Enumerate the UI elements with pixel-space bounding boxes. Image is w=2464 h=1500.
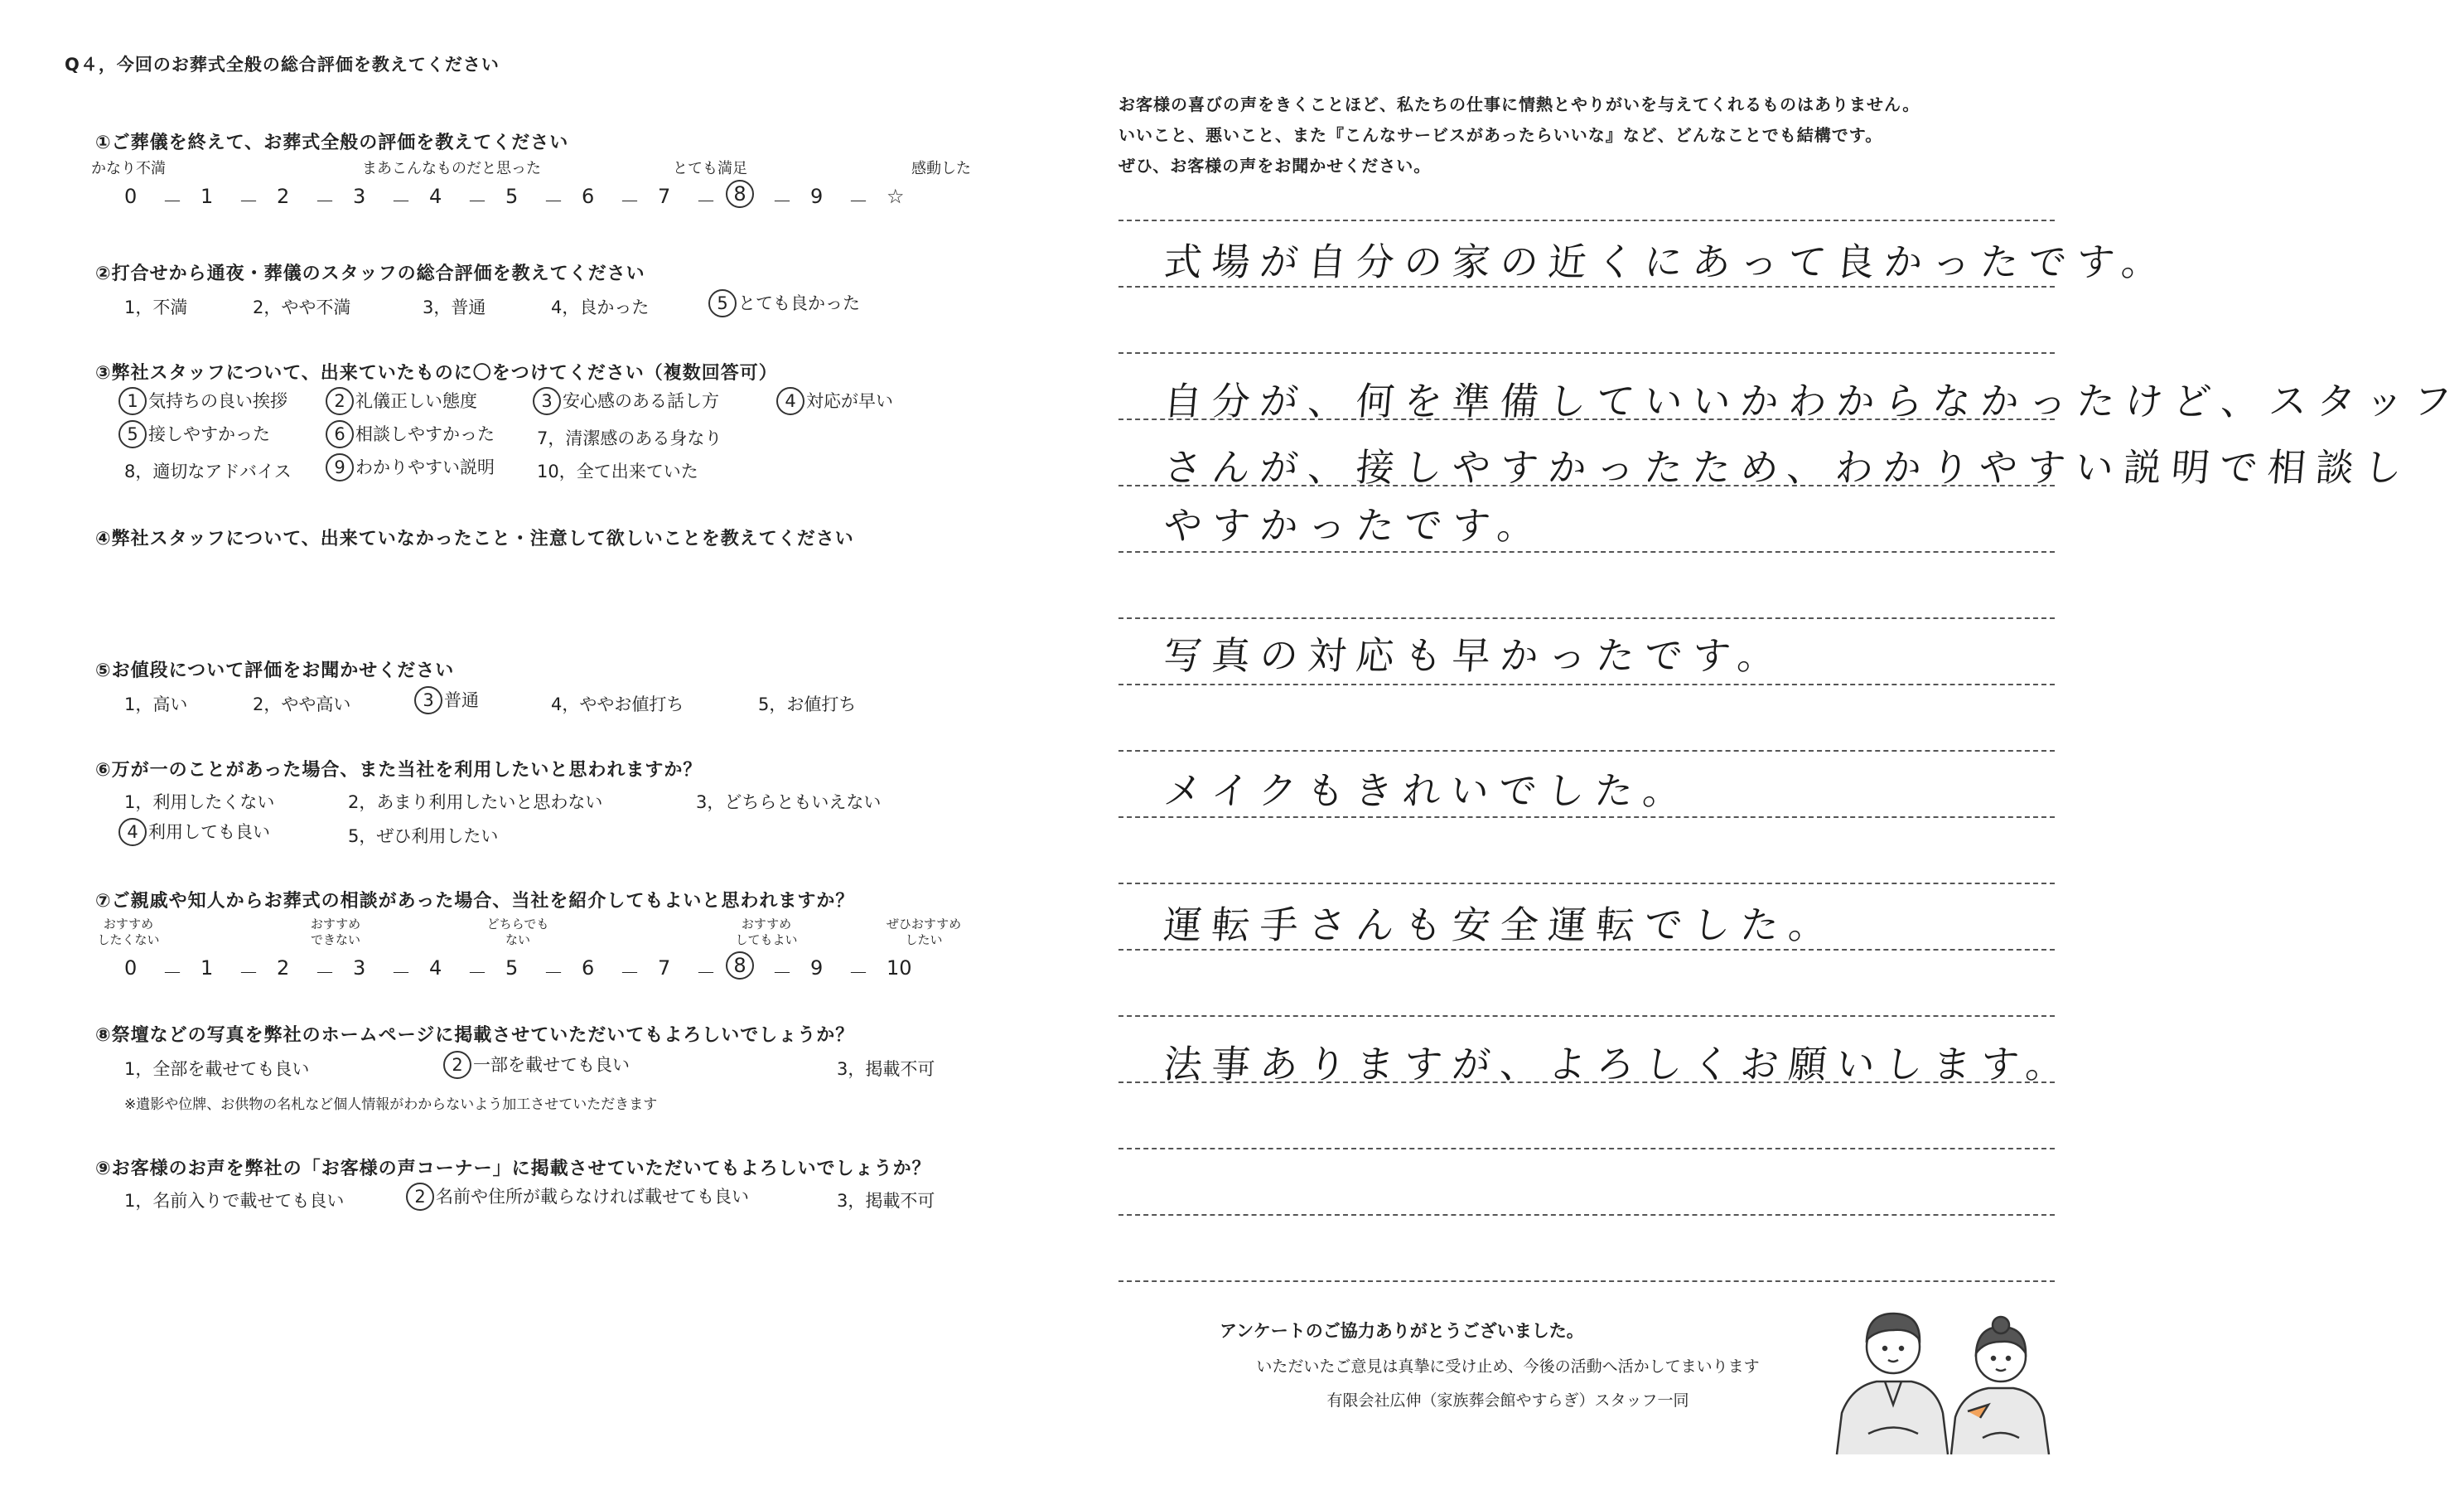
selection-circle: 4	[776, 387, 804, 415]
option-label: 接しやすかった	[148, 424, 270, 444]
scale-value: 10	[887, 956, 912, 980]
selection-circle: 3	[414, 686, 442, 714]
scale-separator: －	[544, 190, 563, 213]
scale-value-selected: 8	[726, 951, 754, 980]
option: 1，利用したくない	[124, 792, 275, 812]
scale-label: おすすめ できない	[310, 917, 361, 947]
option: 3，どちらともいえない	[696, 792, 882, 812]
handwritten-comment: 運転手さんも安全運転でした。	[1162, 902, 1839, 947]
scale-value: 5	[505, 956, 519, 980]
scale-value: 9	[810, 185, 824, 208]
intro-line: ぜひ、お客様の声をお聞かせください。	[1118, 156, 1432, 176]
scale-separator: －	[467, 961, 487, 985]
scale-value: 0	[124, 956, 138, 980]
scale-label: とても満足	[673, 160, 747, 177]
question-4-heading: ④弊社スタッフについて、出来ていなかったこと・注意して欲しいことを教えてください	[95, 529, 854, 549]
option: 3，普通	[423, 298, 486, 317]
scale-value: 2	[277, 956, 290, 980]
option-selected	[406, 1183, 749, 1211]
scale-separator: －	[620, 961, 640, 985]
option-selected	[118, 420, 270, 448]
scale-value: 3	[353, 956, 366, 980]
scale-separator: －	[239, 190, 258, 213]
option: 4，ややお値打ち	[551, 694, 684, 714]
question-3-heading: ③弊社スタッフについて、出来ていたものに〇をつけてください（複数回答可）	[95, 363, 778, 384]
option-selected	[118, 387, 287, 415]
option: 3，掲載不可	[837, 1059, 935, 1079]
question-9-heading: ⑨お客様のお声を弊社の「お客様の声コーナー」に掲載させていただいてもよろしいでしょうか？	[95, 1159, 931, 1179]
question-1-scale	[95, 180, 1048, 213]
option-label: 利用しても良い	[148, 822, 270, 842]
option: 3，掲載不可	[837, 1191, 935, 1211]
scale-value: 0	[124, 185, 138, 208]
scale-value: 6	[582, 185, 595, 208]
question-5-heading: ⑤お値段について評価をお聞かせください	[95, 660, 455, 681]
selection-circle: 6	[326, 420, 354, 448]
scale-separator: －	[315, 190, 335, 213]
privacy-note: ※遺影や位牌、お供物の名札など個人情報がわからないよう加工させていただきます	[124, 1096, 658, 1113]
option-selected	[443, 1051, 630, 1079]
handwritten-comment: 自分が、何を準備していいかわからなかったけど、スタッフ	[1162, 379, 2464, 423]
ruled-line	[1118, 1214, 2055, 1216]
scale-label: かなり不満	[91, 160, 166, 177]
option-selected	[708, 289, 860, 317]
selection-circle: 2	[326, 387, 354, 415]
scale-separator: －	[848, 190, 868, 213]
question-8	[95, 1021, 1048, 1113]
question-2	[95, 259, 1048, 317]
selection-circle: 2	[406, 1183, 434, 1211]
scale-value: 3	[353, 185, 366, 208]
scale-separator: －	[772, 190, 792, 213]
scale-value: 4	[429, 956, 442, 980]
option: 2，やや不満	[253, 298, 351, 317]
intro-text	[1118, 90, 2055, 181]
scale-value: 9	[810, 956, 824, 980]
ruled-line	[1118, 551, 2055, 553]
thanks-block	[1210, 1318, 1806, 1410]
handwritten-comment: 写真の対応も早かったです。	[1162, 633, 1788, 678]
ruled-line	[1118, 883, 2055, 884]
scale-separator: －	[848, 961, 868, 985]
scale-value: 2	[277, 185, 290, 208]
option-label: 礼儀正しい態度	[355, 391, 477, 411]
scale-label: 感動した	[911, 160, 971, 177]
option-label: 相談しやすかった	[355, 424, 495, 444]
scale-separator: －	[620, 190, 640, 213]
option-label: 気持ちの良い挨拶	[148, 391, 287, 411]
option-label: 名前や住所が載らなければ載せても良い	[436, 1187, 749, 1207]
question-1	[91, 128, 1048, 213]
selection-circle: 3	[533, 387, 561, 415]
option-selected	[533, 387, 719, 415]
question-5	[95, 656, 1048, 714]
intro-line: いいこと、悪いこと、また『こんなサービスがあったらいいな』など、どんなことでも結構です。	[1118, 125, 1883, 145]
section-title: Q４，今回のお葬式全般の総合評価を教えてください	[65, 55, 500, 75]
ruled-line	[1118, 816, 2055, 818]
question-1-scale-labels	[91, 157, 1048, 180]
option: 1，不満	[124, 298, 188, 317]
staff-illustration	[1819, 1289, 2059, 1454]
option-label: わかりやすい説明	[355, 457, 495, 477]
selection-circle: 2	[443, 1051, 471, 1079]
question-3	[95, 359, 1048, 481]
thanks-heading: アンケートのご協力ありがとうございました。	[1220, 1321, 1584, 1341]
scale-separator: －	[391, 961, 411, 985]
company-signature: 有限会社広伸（家族葬会館やすらぎ）スタッフ一同	[1326, 1391, 1689, 1410]
scale-separator: －	[467, 190, 487, 213]
option-label: 対応が早い	[806, 391, 893, 411]
scale-value: 5	[505, 185, 519, 208]
option-selected	[118, 818, 270, 846]
thanks-message: いただいたご意見は真摯に受け止め、今後の活動へ活かしてまいります	[1256, 1357, 1760, 1376]
scale-separator: －	[696, 190, 716, 213]
scale-separator: －	[544, 961, 563, 985]
comments-section	[1118, 90, 2055, 181]
scale-separator: －	[696, 961, 716, 985]
ruled-line	[1118, 352, 2055, 354]
handwritten-comment: 法事ありますが、よろしくお願いします。	[1162, 1042, 2076, 1086]
selection-circle: 4	[118, 818, 147, 846]
intro-line: お客様の喜びの声をきくことほど、私たちの仕事に情熱とやりがいを与えてくれるものはありません。	[1118, 94, 1920, 114]
ruled-line	[1118, 220, 2055, 221]
scale-label: おすすめ してもよい	[735, 917, 798, 947]
scale-separator: －	[162, 190, 182, 213]
scale-separator: －	[162, 961, 182, 985]
question-7-heading: ⑦ご親戚や知人からお葬式の相談があった場合、当社を紹介してもよいと思われますか？	[95, 891, 855, 912]
option: 10，全て出来ていた	[537, 462, 698, 481]
scale-value: 1	[201, 185, 214, 208]
questionnaire-left	[58, 51, 1036, 109]
selection-circle: 1	[118, 387, 147, 415]
scale-label: ぜひおすすめ したい	[886, 917, 962, 947]
option: 5，ぜひ利用したい	[348, 826, 499, 846]
question-7-scale	[95, 951, 1048, 985]
scale-label: まあこんなものだと思った	[362, 160, 541, 177]
scale-value-selected: 8	[726, 180, 754, 208]
handwritten-comment: 式場が自分の家の近くにあって良かったです。	[1162, 240, 2172, 284]
option-label: 普通	[444, 690, 479, 710]
option: 4，良かった	[551, 298, 650, 317]
ruled-line	[1118, 750, 2055, 752]
selection-circle: 5	[708, 289, 737, 317]
option: 1，全部を載せても良い	[124, 1059, 310, 1079]
scale-label: おすすめ したくない	[97, 917, 160, 947]
scale-label: どちらでも ない	[486, 917, 549, 947]
question-9	[95, 1154, 1048, 1211]
option-selected	[326, 420, 495, 448]
option-label: 一部を載せても良い	[473, 1055, 630, 1075]
question-2-heading: ②打合せから通夜・葬儀のスタッフの総合評価を教えてください	[95, 264, 645, 284]
option: 2，やや高い	[253, 694, 351, 714]
option: 1，高い	[124, 694, 188, 714]
female-staff-figure	[1951, 1317, 2049, 1454]
male-staff-figure	[1837, 1314, 1948, 1454]
scale-separator: －	[239, 961, 258, 985]
scale-value: 7	[658, 956, 671, 980]
question-6	[95, 756, 1048, 846]
option: 5，お値打ち	[758, 694, 857, 714]
ruled-line	[1118, 1280, 2055, 1282]
question-7	[95, 887, 1048, 985]
question-7-scale-labels	[95, 915, 1048, 951]
scale-value: 6	[582, 956, 595, 980]
handwritten-comment: メイクもきれいでした。	[1162, 768, 1693, 813]
scale-value: ☆	[887, 185, 905, 208]
option-selected	[776, 387, 893, 415]
question-4	[95, 525, 1048, 553]
option-selected	[414, 686, 479, 714]
ruled-line	[1118, 617, 2055, 619]
option-label: とても良かった	[738, 293, 860, 313]
option: 7，清潔感のある身なり	[537, 428, 722, 448]
handwritten-comment: やすかったです。	[1162, 503, 1548, 548]
option-selected	[326, 387, 477, 415]
handwritten-comment: さんが、接しやすかったため、わかりやすい説明で相談し	[1162, 445, 2414, 490]
selection-circle: 5	[118, 420, 147, 448]
scale-separator: －	[772, 961, 792, 985]
ruled-line	[1118, 1015, 2055, 1017]
scale-value: 1	[201, 956, 214, 980]
scale-separator: －	[391, 190, 411, 213]
option: 1，名前入りで載せても良い	[124, 1191, 345, 1211]
question-8-heading: ⑧祭壇などの写真を弊社のホームページに掲載させていただいてもよろしいでしょうか？	[95, 1025, 855, 1046]
option-selected	[326, 453, 495, 481]
question-6-heading: ⑥万が一のことがあった場合、また当社を利用したいと思われますか？	[95, 760, 703, 781]
option: 2，あまり利用したいと思わない	[348, 792, 603, 812]
option: 8，適切なアドバイス	[124, 462, 292, 481]
scale-separator: －	[315, 961, 335, 985]
ruled-line	[1118, 684, 2055, 685]
ruled-line	[1118, 1148, 2055, 1149]
scale-value: 4	[429, 185, 442, 208]
selection-circle: 9	[326, 453, 354, 481]
question-1-heading: ①ご葬儀を終えて、お葬式全般の評価を教えてください	[95, 133, 569, 153]
option-label: 安心感のある話し方	[563, 391, 719, 411]
scale-value: 7	[658, 185, 671, 208]
